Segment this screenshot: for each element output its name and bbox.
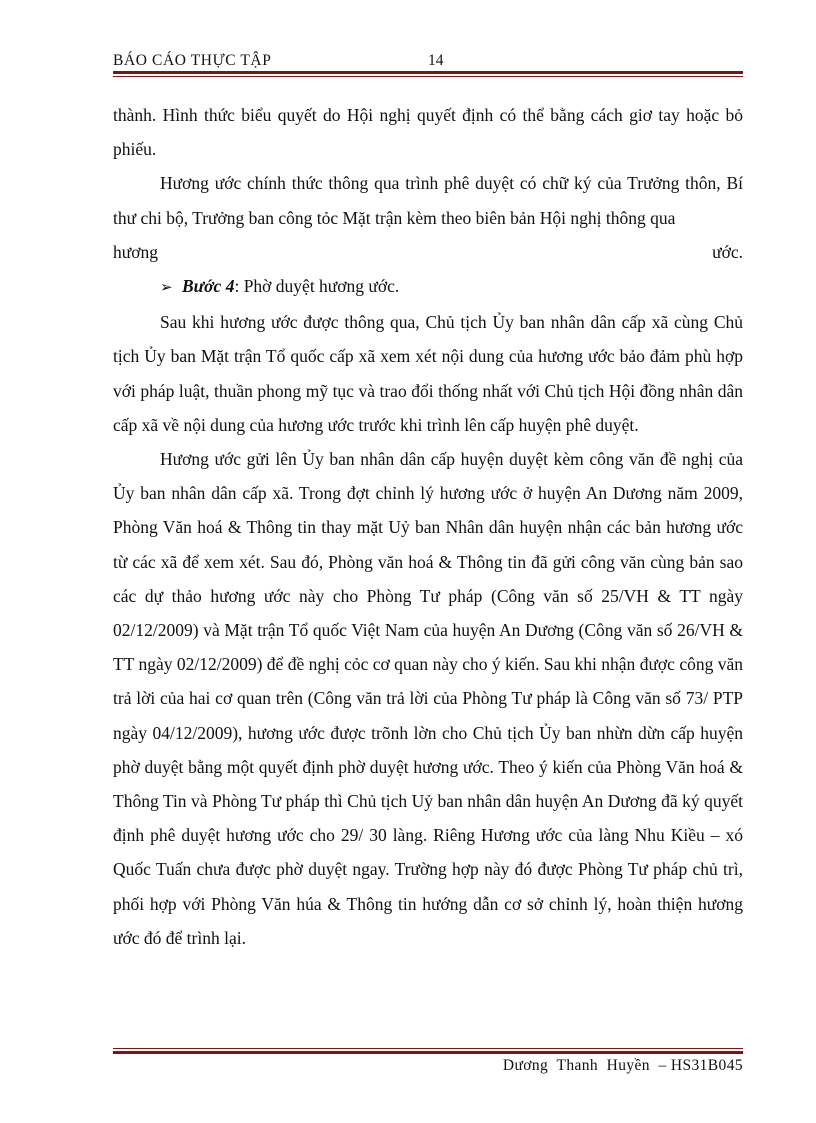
last-line-right: ước. [712,241,743,262]
step-text: : Phờ duyệt hương ước. [234,276,400,297]
step-heading [113,269,743,305]
paragraph-continuation: thành. Hình thức biểu quyết do Hội nghị quyết định có thể bằng cách giơ tay hoặc bỏ phiếu. [113,105,743,160]
header-title: BÁO CÁO THỰC TẬP [113,52,272,69]
paragraph-review: Sau khi hương ước được thông qua, Chủ tịch Ủy ban nhân dân cấp xã cùng Chủ tịch Ủy ban Mặt trận Tổ quốc cấp xã xem xét nội dung của hương ước bảo đảm phù hợp với pháp luật, thuần phong mỹ tục và trao đổi thống nhất với Chủ tịch Hội đồng nhân dân cấp xã về nội dung của hương ước trước khi trình lên cấp huyện phê duyệt. [113,312,743,435]
page-number: 14 [428,52,444,69]
paragraph-approval [113,166,743,234]
page-body [113,98,743,955]
step-label: Bước 4 [182,276,235,297]
footer-author: Dương Thanh Huyền – HS31B045 [502,1057,743,1074]
paragraph-submission: Hương ước gửi lên Ủy ban nhân dân cấp huyện duyệt kèm công văn đề nghị của Ủy ban nhân dân cấp xã. Trong đợt chỉnh lý hương ước ở huyện An Dương năm 2009, Phòng Văn hoá & Thông tin thay mặt Uỷ ban Nhân dân huyện nhận các bản hương ước từ các xã để xem xét. Sau đó, Phòng văn hoá & Thông tin đã gửi công văn cùng bản sao các dự thảo hương ước này cho Phòng Tư pháp (Công văn số 25/VH & TT ngày 02/12/2009) và Mặt trận Tổ quốc Việt Nam của huyện An Dương (Công văn số 26/VH & TT ngày 02/12/2009) để đề nghị cỏc cơ quan này cho ý kiến. Sau khi nhận được công văn trả lời của hai cơ quan trên (Công văn trả lời của Phòng Tư pháp là Công văn số 73/ PTP ngày 04/12/2009), hương ước được trõnh lờn cho Chủ tịch Ủy ban nhừn dừn cấp huyện phờ duyệt bằng một quyết định phờ duyệt hương ước. Theo ý kiến của Phòng Văn hoá & Thông Tin và Phòng Tư pháp thì Chủ tịch Uỷ ban nhân dân huyện An Dương đã ký quyết định phê duyệt hương ước cho 29/ 30 làng. Riêng Hương ước của làng Nhu Kiều – xó Quốc Tuấn chưa được phờ duyệt ngay. Trường hợp này đó được Phòng Tư pháp chủ trì, phối hợp với Phòng Văn húa & Thông tin hướng dẫn cơ sở chỉnh lý, hoàn thiện hương ước đó để trình lại. [113,449,743,948]
paragraph-approval-last-line [113,235,743,269]
arrow-bullet-icon: ➢ [160,280,173,297]
paragraph-approval-text: Hương ước chính thức thông qua trình phê duyệt có chữ ký của Trưởng thôn, Bí thư chi bộ, Trưởng ban công tỏc Mặt trận kèm theo biên bản Hội nghị thông qua [113,173,743,228]
footer-divider [113,1048,743,1054]
page-header [113,48,743,72]
header-divider [113,71,743,77]
last-line-left: hương [113,241,158,262]
